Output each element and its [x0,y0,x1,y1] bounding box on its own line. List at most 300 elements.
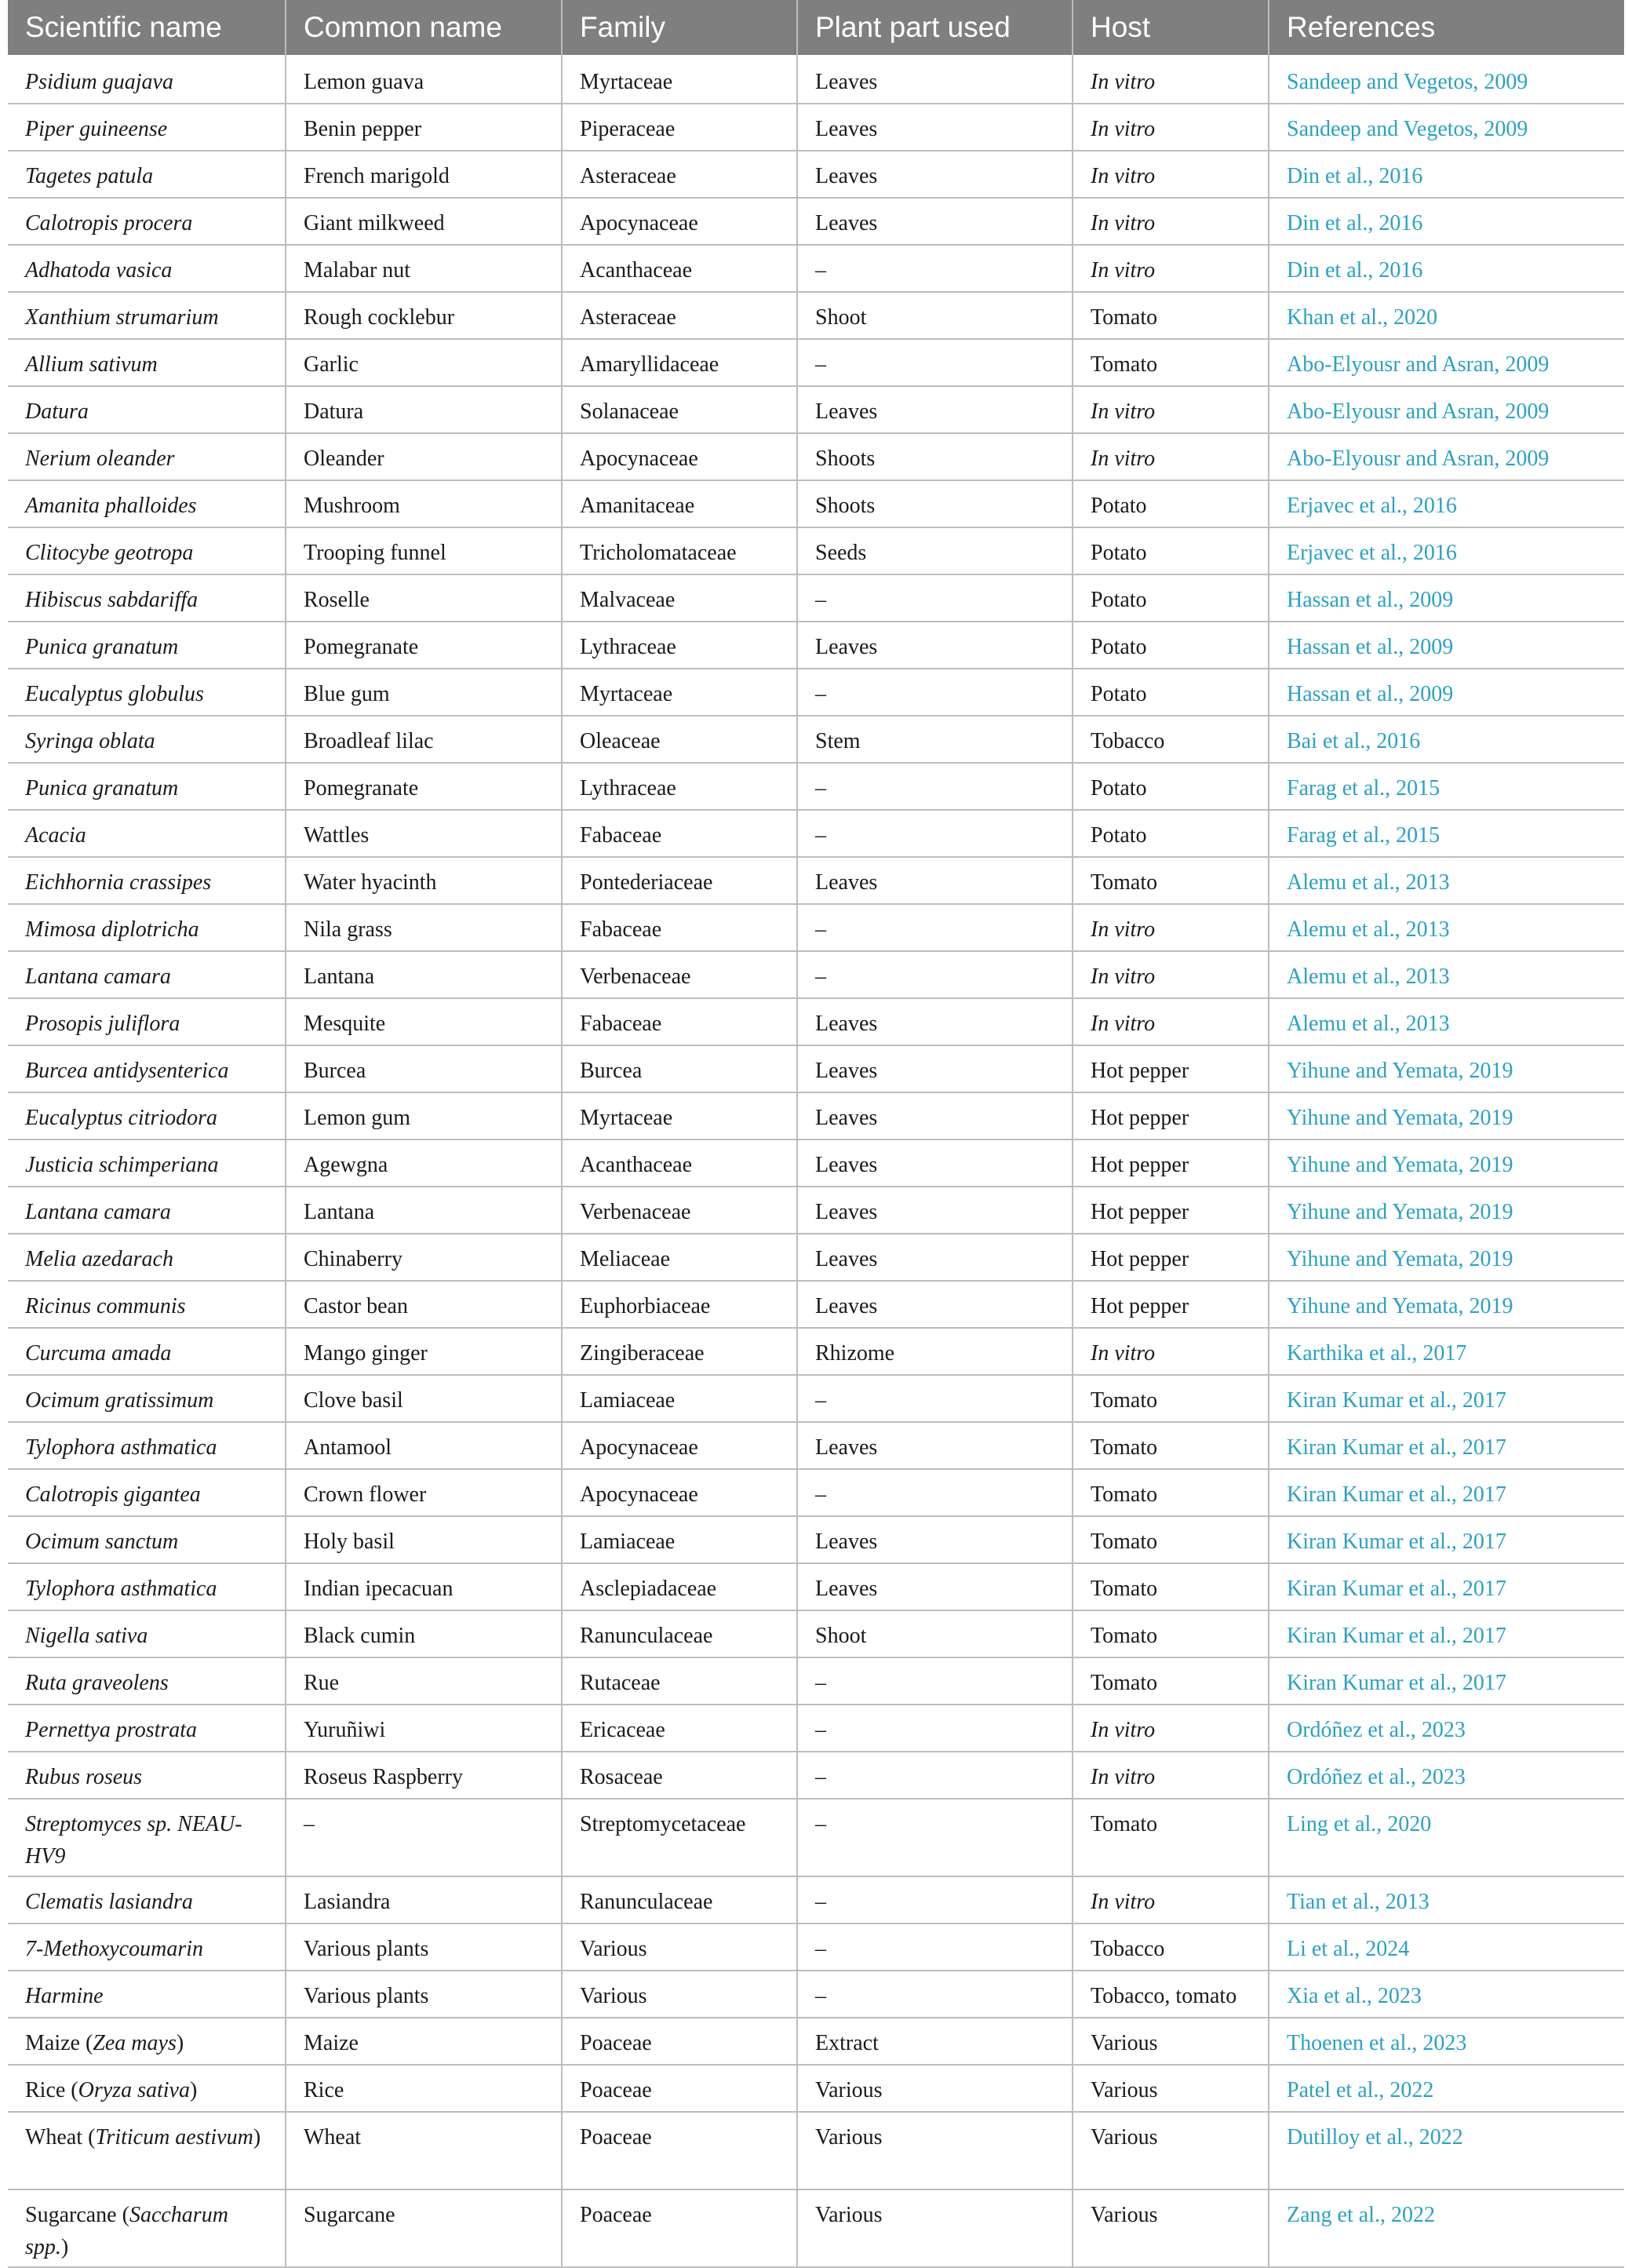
cell-reference[interactable]: Farag et al., 2015 [1269,763,1624,810]
table-row [8,1328,1624,1375]
cell-plant-part: Various [797,2065,1073,2112]
cell-host: In vitro [1073,245,1269,292]
cell-reference[interactable]: Abo-Elyousr and Asran, 2009 [1269,339,1624,386]
cell-reference[interactable]: Xia et al., 2023 [1269,1971,1624,2018]
cell-plant-part: – [797,763,1073,810]
cell-host: Potato [1073,810,1269,857]
cell-common-name: Mushroom [286,480,562,527]
cell-scientific-name [8,2065,286,2112]
cell-family: Asteraceae [562,151,797,198]
table-row [8,1563,1624,1610]
cell-scientific-name: Nerium oleander [8,433,286,480]
cell-plant-part: Leaves [797,1281,1073,1328]
cell-scientific-name: Ocimum sanctum [8,1516,286,1563]
cell-family: Apocynaceae [562,1469,797,1516]
table-row [8,339,1624,386]
cell-common-name: Sugarcane [286,2190,562,2267]
cell-scientific-name: Nigella sativa [8,1610,286,1657]
table-row [8,527,1624,574]
cell-host: In vitro [1073,1328,1269,1375]
cell-host: Tomato [1073,1375,1269,1422]
cell-reference[interactable]: Din et al., 2016 [1269,198,1624,245]
cell-family: Asclepiadaceae [562,1563,797,1610]
cell-scientific-name: Tylophora asthmatica [8,1422,286,1469]
cell-scientific-name: Datura [8,386,286,433]
cell-common-name: Water hyacinth [286,857,562,904]
scientific-name-italic: Zea mays [93,2031,177,2055]
cell-scientific-name: Lantana camara [8,1187,286,1234]
cell-family: Myrtaceae [562,669,797,716]
cell-host: Hot pepper [1073,1045,1269,1092]
cell-common-name: Burcea [286,1045,562,1092]
cell-plant-part: Leaves [797,55,1073,104]
scientific-name-suffix: ) [60,2235,69,2259]
scientific-name-italic: Oryza sativa [78,2078,190,2102]
cell-host: In vitro [1073,198,1269,245]
table-row [8,574,1624,622]
scientific-name-prefix: Rice ( [25,2078,78,2102]
cell-reference[interactable]: Erjavec et al., 2016 [1269,527,1624,574]
cell-scientific-name: Clitocybe geotropa [8,527,286,574]
header-scientific-name: Scientific name [8,0,286,55]
cell-reference[interactable]: Kiran Kumar et al., 2017 [1269,1469,1624,1516]
cell-common-name: Crown flower [286,1469,562,1516]
cell-plant-part: Leaves [797,104,1073,151]
table-row [8,1971,1624,2018]
cell-host: Tomato [1073,1563,1269,1610]
cell-host: In vitro [1073,904,1269,951]
cell-family: Fabaceae [562,810,797,857]
cell-family: Lythraceae [562,763,797,810]
cell-family: Lamiaceae [562,1375,797,1422]
cell-scientific-name: Streptomyces sp. NEAU-HV9 [8,1799,286,1876]
cell-reference[interactable]: Farag et al., 2015 [1269,810,1624,857]
cell-scientific-name: Lantana camara [8,951,286,998]
cell-family: Streptomycetaceae [562,1799,797,1876]
cell-common-name: Pomegranate [286,763,562,810]
cell-family: Poaceae [562,2018,797,2065]
table-row [8,1799,1624,1876]
scientific-name-prefix: Maize ( [25,2031,93,2055]
cell-reference[interactable]: Kiran Kumar et al., 2017 [1269,1563,1624,1610]
cell-plant-part: – [797,669,1073,716]
cell-common-name: Rough cocklebur [286,292,562,339]
cell-reference[interactable]: Abo-Elyousr and Asran, 2009 [1269,433,1624,480]
cell-host: Tomato [1073,292,1269,339]
cell-scientific-name: Ruta graveolens [8,1657,286,1705]
cell-family: Poaceae [562,2190,797,2267]
cell-plant-part: Seeds [797,527,1073,574]
cell-plant-part: – [797,574,1073,622]
cell-plant-part: Leaves [797,857,1073,904]
table-row [8,2190,1624,2267]
cell-family: Solanaceae [562,386,797,433]
table-row [8,1876,1624,1923]
cell-scientific-name: Allium sativum [8,339,286,386]
cell-plant-part: – [797,904,1073,951]
header-plant-part: Plant part used [797,0,1073,55]
cell-scientific-name: Tagetes patula [8,151,286,198]
cell-host: In vitro [1073,151,1269,198]
header-family: Family [562,0,797,55]
cell-host: Hot pepper [1073,1187,1269,1234]
cell-plant-part: Leaves [797,1139,1073,1187]
cell-host: Potato [1073,669,1269,716]
cell-scientific-name: Psidium guajava [8,55,286,104]
cell-family: Tricholomataceae [562,527,797,574]
cell-common-name: Wheat [286,2112,562,2190]
table-row [8,810,1624,857]
cell-common-name: Lemon guava [286,55,562,104]
cell-common-name: Nila grass [286,904,562,951]
table-row [8,151,1624,198]
cell-family: Fabaceae [562,904,797,951]
cell-host: In vitro [1073,104,1269,151]
cell-reference[interactable]: Erjavec et al., 2016 [1269,480,1624,527]
cell-reference[interactable]: Yihune and Yemata, 2019 [1269,1045,1624,1092]
cell-host: In vitro [1073,55,1269,104]
table-row [8,1752,1624,1799]
cell-family: Apocynaceae [562,198,797,245]
cell-scientific-name: Adhatoda vasica [8,245,286,292]
cell-reference[interactable]: Sandeep and Vegetos, 2009 [1269,55,1624,104]
table-row [8,104,1624,151]
cell-reference[interactable]: Yihune and Yemata, 2019 [1269,1187,1624,1234]
table-row [8,292,1624,339]
cell-host: Various [1073,2065,1269,2112]
cell-scientific-name: Melia azedarach [8,1234,286,1281]
cell-common-name: Broadleaf lilac [286,716,562,763]
cell-reference[interactable]: Ordóñez et al., 2023 [1269,1705,1624,1752]
cell-plant-part: – [797,1752,1073,1799]
cell-host: Potato [1073,527,1269,574]
cell-host: In vitro [1073,951,1269,998]
cell-plant-part: Leaves [797,386,1073,433]
cell-family: Pontederiaceae [562,857,797,904]
scientific-name-prefix: Wheat ( [25,2125,96,2149]
cell-plant-part: – [797,245,1073,292]
cell-reference[interactable]: Yihune and Yemata, 2019 [1269,1092,1624,1139]
cell-scientific-name: Calotropis gigantea [8,1469,286,1516]
cell-common-name: Trooping funnel [286,527,562,574]
cell-common-name: French marigold [286,151,562,198]
cell-reference[interactable]: Alemu et al., 2013 [1269,904,1624,951]
cell-scientific-name: Prosopis juliflora [8,998,286,1045]
cell-family: Meliaceae [562,1234,797,1281]
cell-scientific-name: Punica granatum [8,763,286,810]
scientific-name-italic: Saccharum spp. [25,2203,228,2259]
cell-plant-part: – [797,1469,1073,1516]
cell-reference[interactable]: Kiran Kumar et al., 2017 [1269,1610,1624,1657]
table-row [8,433,1624,480]
cell-plant-part: Leaves [797,198,1073,245]
cell-reference[interactable]: Kiran Kumar et al., 2017 [1269,1516,1624,1563]
cell-host: In vitro [1073,1752,1269,1799]
cell-common-name: Roseus Raspberry [286,1752,562,1799]
cell-plant-part: Leaves [797,1092,1073,1139]
cell-host: In vitro [1073,1876,1269,1923]
cell-common-name: Pomegranate [286,622,562,669]
cell-scientific-name: Calotropis procera [8,198,286,245]
cell-scientific-name: Syringa oblata [8,716,286,763]
cell-plant-part: – [797,1657,1073,1705]
cell-reference[interactable]: Dutilloy et al., 2022 [1269,2112,1624,2190]
cell-plant-part: Various [797,2190,1073,2267]
table-row [8,386,1624,433]
cell-reference[interactable]: Hassan et al., 2009 [1269,669,1624,716]
cell-scientific-name: Acacia [8,810,286,857]
cell-host: Hot pepper [1073,1139,1269,1187]
cell-plant-part: Shoots [797,480,1073,527]
cell-common-name: Rice [286,2065,562,2112]
cell-host: Tobacco, tomato [1073,1971,1269,2018]
cell-reference[interactable]: Yihune and Yemata, 2019 [1269,1234,1624,1281]
cell-plant-part: Leaves [797,998,1073,1045]
cell-reference[interactable]: Zang et al., 2022 [1269,2190,1624,2267]
cell-common-name: Datura [286,386,562,433]
table-row [8,55,1624,104]
cell-plant-part: Leaves [797,1187,1073,1234]
table-row [8,857,1624,904]
table-row [8,1281,1624,1328]
cell-host: Hot pepper [1073,1281,1269,1328]
cell-common-name: Benin pepper [286,104,562,151]
table-row [8,1045,1624,1092]
cell-reference[interactable]: Din et al., 2016 [1269,245,1624,292]
cell-scientific-name: Xanthium strumarium [8,292,286,339]
cell-host: In vitro [1073,433,1269,480]
cell-host: Tomato [1073,1799,1269,1876]
cell-host: Hot pepper [1073,1092,1269,1139]
table-row [8,2065,1624,2112]
cell-reference[interactable]: Karthika et al., 2017 [1269,1328,1624,1375]
cell-host: Tobacco [1073,1923,1269,1971]
cell-plant-part: – [797,810,1073,857]
cell-reference[interactable]: Patel et al., 2022 [1269,2065,1624,2112]
cell-host: In vitro [1073,386,1269,433]
cell-host: Tomato [1073,857,1269,904]
cell-common-name: Blue gum [286,669,562,716]
cell-family: Oleaceae [562,716,797,763]
cell-common-name: Lasiandra [286,1876,562,1923]
cell-scientific-name: Pernettya prostrata [8,1705,286,1752]
cell-host: Potato [1073,574,1269,622]
cell-host: Tomato [1073,1469,1269,1516]
table-row [8,1139,1624,1187]
cell-reference[interactable]: Din et al., 2016 [1269,151,1624,198]
cell-common-name: Yuruñiwi [286,1705,562,1752]
cell-common-name: Wattles [286,810,562,857]
header-host: Host [1073,0,1269,55]
header-references: References [1269,0,1624,55]
cell-common-name: Lantana [286,951,562,998]
table-row [8,1422,1624,1469]
cell-family: Rosaceae [562,1752,797,1799]
table-row [8,998,1624,1045]
cell-common-name: Antamool [286,1422,562,1469]
cell-reference[interactable]: Yihune and Yemata, 2019 [1269,1139,1624,1187]
scientific-name-italic: Triticum aestivum [95,2125,253,2149]
cell-reference[interactable]: Ordóñez et al., 2023 [1269,1752,1624,1799]
cell-common-name: Agewgna [286,1139,562,1187]
cell-plant-part: – [797,1971,1073,2018]
cell-family: Ericaceae [562,1705,797,1752]
cell-scientific-name: Amanita phalloides [8,480,286,527]
cell-plant-part: Shoot [797,292,1073,339]
cell-plant-part: Leaves [797,1516,1073,1563]
cell-reference[interactable]: Sandeep and Vegetos, 2009 [1269,104,1624,151]
cell-reference[interactable]: Kiran Kumar et al., 2017 [1269,1657,1624,1705]
table-row [8,1923,1624,1971]
table-row [8,1234,1624,1281]
cell-family: Poaceae [562,2112,797,2190]
cell-plant-part: Various [797,2112,1073,2190]
cell-scientific-name: Tylophora asthmatica [8,1563,286,1610]
cell-scientific-name: Rubus roseus [8,1752,286,1799]
cell-family: Acanthaceae [562,245,797,292]
scientific-name-suffix: ) [253,2125,261,2149]
cell-common-name: Mesquite [286,998,562,1045]
cell-scientific-name: Eichhornia crassipes [8,857,286,904]
cell-plant-part: – [797,1876,1073,1923]
cell-family: Asteraceae [562,292,797,339]
cell-host: Tomato [1073,1610,1269,1657]
table-row [8,1657,1624,1705]
cell-reference[interactable]: Hassan et al., 2009 [1269,622,1624,669]
cell-reference[interactable]: Tian et al., 2013 [1269,1876,1624,1923]
cell-scientific-name: Curcuma amada [8,1328,286,1375]
cell-reference[interactable]: Kiran Kumar et al., 2017 [1269,1422,1624,1469]
cell-host: Various [1073,2190,1269,2267]
cell-family: Piperaceae [562,104,797,151]
cell-common-name: Garlic [286,339,562,386]
cell-common-name: Holy basil [286,1516,562,1563]
cell-reference[interactable]: Li et al., 2024 [1269,1923,1624,1971]
cell-family: Various [562,1923,797,1971]
table-row [8,1705,1624,1752]
cell-common-name: – [286,1799,562,1876]
table-row [8,2112,1624,2190]
cell-plant-part: Stem [797,716,1073,763]
cell-host: Various [1073,2112,1269,2190]
cell-common-name: Maize [286,2018,562,2065]
cell-host: In vitro [1073,1705,1269,1752]
cell-reference[interactable]: Abo-Elyousr and Asran, 2009 [1269,386,1624,433]
cell-family: Apocynaceae [562,1422,797,1469]
cell-family: Euphorbiaceae [562,1281,797,1328]
cell-common-name: Lemon gum [286,1092,562,1139]
cell-host: Potato [1073,622,1269,669]
cell-plant-part: – [797,339,1073,386]
cell-common-name: Rue [286,1657,562,1705]
cell-scientific-name: Burcea antidysenterica [8,1045,286,1092]
cell-scientific-name: Mimosa diplotricha [8,904,286,951]
table-row [8,716,1624,763]
cell-reference[interactable]: Alemu et al., 2013 [1269,951,1624,998]
cell-plant-part: Leaves [797,1422,1073,1469]
scientific-name-suffix: ) [176,2031,184,2055]
table-row [8,480,1624,527]
cell-family: Poaceae [562,2065,797,2112]
scientific-name-prefix: Sugarcane ( [25,2203,129,2227]
cell-plant-part: Leaves [797,151,1073,198]
cell-reference[interactable]: Kiran Kumar et al., 2017 [1269,1375,1624,1422]
cell-family: Verbenaceae [562,1187,797,1234]
table-row [8,1092,1624,1139]
cell-family: Malvaceae [562,574,797,622]
header-common-name: Common name [286,0,562,55]
cell-family: Various [562,1971,797,2018]
plant-extracts-table [8,0,1624,2268]
table-row [8,951,1624,998]
cell-host: Tobacco [1073,716,1269,763]
cell-plant-part: – [797,1799,1073,1876]
cell-host: Various [1073,2018,1269,2065]
table-row [8,622,1624,669]
table-row [8,198,1624,245]
cell-scientific-name: 7-Methoxycoumarin [8,1923,286,1971]
cell-common-name: Lantana [286,1187,562,1234]
cell-scientific-name [8,2112,286,2190]
cell-host: Hot pepper [1073,1234,1269,1281]
cell-host: Tomato [1073,1422,1269,1469]
cell-common-name: Roselle [286,574,562,622]
cell-common-name: Chinaberry [286,1234,562,1281]
table-row [8,669,1624,716]
cell-plant-part: – [797,1705,1073,1752]
cell-plant-part: Shoot [797,1610,1073,1657]
table-row [8,1610,1624,1657]
cell-scientific-name: Piper guineense [8,104,286,151]
cell-family: Amanitaceae [562,480,797,527]
cell-family: Fabaceae [562,998,797,1045]
cell-scientific-name: Justicia schimperiana [8,1139,286,1187]
cell-host: In vitro [1073,998,1269,1045]
cell-reference[interactable]: Yihune and Yemata, 2019 [1269,1281,1624,1328]
cell-reference[interactable]: Ling et al., 2020 [1269,1799,1624,1876]
cell-plant-part: – [797,1375,1073,1422]
cell-scientific-name: Punica granatum [8,622,286,669]
cell-plant-part: Leaves [797,1045,1073,1092]
cell-common-name: Various plants [286,1923,562,1971]
cell-plant-part: – [797,1923,1073,1971]
cell-host: Potato [1073,763,1269,810]
cell-reference[interactable]: Alemu et al., 2013 [1269,857,1624,904]
cell-reference[interactable]: Thoenen et al., 2023 [1269,2018,1624,2065]
cell-scientific-name: Eucalyptus globulus [8,669,286,716]
cell-family: Zingiberaceae [562,1328,797,1375]
cell-family: Acanthaceae [562,1139,797,1187]
table-body [8,55,1624,2267]
cell-common-name: Oleander [286,433,562,480]
cell-reference[interactable]: Alemu et al., 2013 [1269,998,1624,1045]
table-row [8,763,1624,810]
cell-reference[interactable]: Hassan et al., 2009 [1269,574,1624,622]
cell-scientific-name: Ricinus communis [8,1281,286,1328]
cell-reference[interactable]: Khan et al., 2020 [1269,292,1624,339]
cell-family: Ranunculaceae [562,1876,797,1923]
cell-common-name: Indian ipecacuan [286,1563,562,1610]
cell-common-name: Giant milkweed [286,198,562,245]
cell-scientific-name: Eucalyptus citriodora [8,1092,286,1139]
cell-host: Tomato [1073,1516,1269,1563]
cell-host: Tomato [1073,1657,1269,1705]
cell-family: Apocynaceae [562,433,797,480]
cell-family: Lamiaceae [562,1516,797,1563]
cell-plant-part: Leaves [797,1234,1073,1281]
cell-reference[interactable]: Bai et al., 2016 [1269,716,1624,763]
table-row [8,245,1624,292]
